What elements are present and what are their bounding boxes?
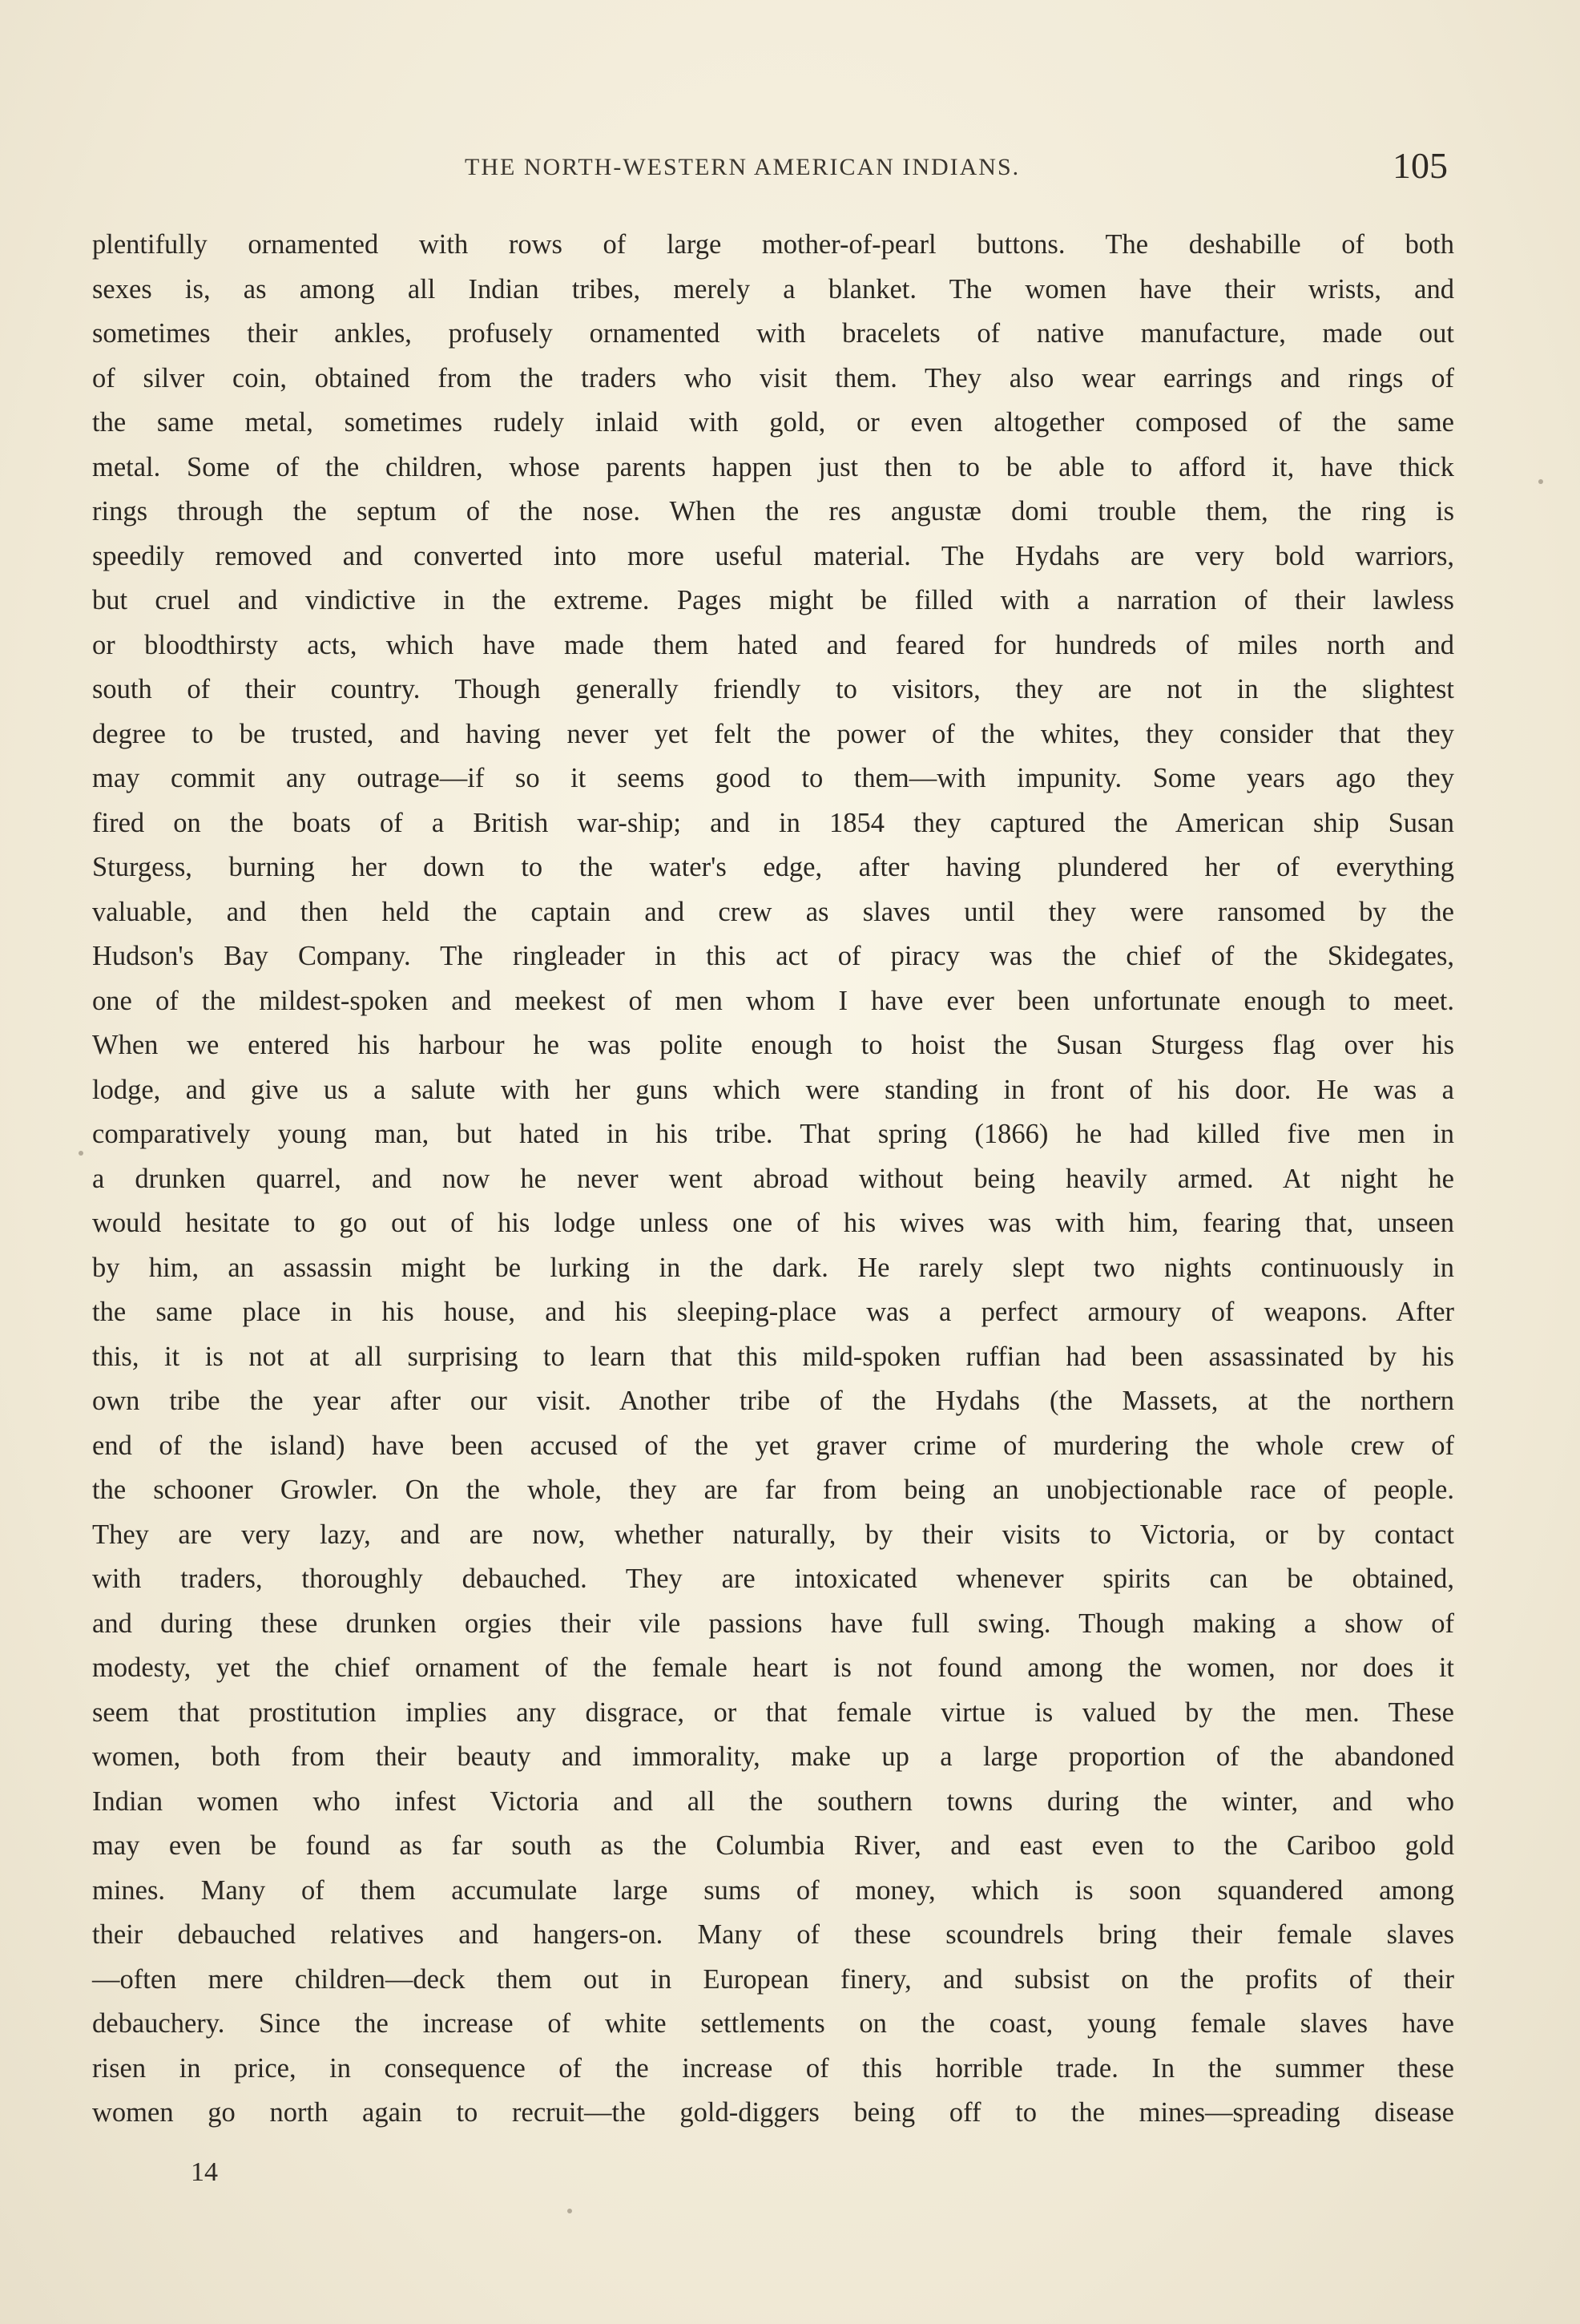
text-line: sometimes their ankles, profusely ornamented with bracelets of native manufacture, made out	[92, 318, 1454, 349]
text-line: with traders, thoroughly debauched. They are intoxicated whenever spirits can be obtained,	[92, 1563, 1454, 1594]
text-line: or bloodthirsty acts, which have made them hated and feared for hundreds of miles north and	[92, 629, 1454, 660]
text-line: the same metal, sometimes rudely inlaid with gold, or even altogether composed of the same	[92, 407, 1454, 438]
text-line: valuable, and then held the captain and crew as slaves until they were ransomed by the	[92, 896, 1454, 927]
text-line: mines. Many of them accumulate large sums of money, which is soon squandered among	[92, 1874, 1454, 1906]
text-line: Indian women who infest Victoria and all the southern towns during the winter, and who	[92, 1785, 1454, 1817]
text-line: When we entered his harbour he was polite enough to hoist the Susan Sturgess flag over his	[92, 1030, 1454, 1060]
text-line: end of the island) have been accused of the yet graver crime of murdering the whole crew of	[92, 1430, 1454, 1461]
paper-speck	[79, 1151, 83, 1156]
body-text	[92, 223, 1454, 2136]
text-line: speedily removed and converted into more useful material. The Hydahs are very bold warriors,	[92, 540, 1454, 571]
paper-speck	[567, 2209, 572, 2213]
text-line: but cruel and vindictive in the extreme. Pages might be filled with a narration of their lawless	[92, 585, 1454, 615]
text-line: would hesitate to go out of his lodge unless one of his wives was with him, fearing that, unseen	[92, 1208, 1454, 1238]
signature-mark: 14	[191, 2157, 218, 2187]
text-line: debauchery. Since the increase of white settlements on the coast, young female slaves have	[92, 2008, 1454, 2039]
text-line: may commit any outrage—if so it seems good to them—with impunity. Some years ago they	[92, 763, 1454, 793]
text-line: Hudson's Bay Company. The ringleader in this act of piracy was the chief of the Skidegates,	[92, 941, 1454, 971]
text-line: a drunken quarrel, and now he never went abroad without being heavily armed. At night he	[92, 1163, 1454, 1194]
text-line: this, it is not at all surprising to learn that this mild-spoken ruffian had been assassinated by his	[92, 1341, 1454, 1372]
text-line: degree to be trusted, and having never yet felt the power of the whites, they consider that they	[92, 718, 1454, 749]
text-line: comparatively young man, but hated in his tribe. That spring (1866) he had killed five men in	[92, 1119, 1454, 1149]
text-line: plentifully ornamented with rows of large mother-of-pearl buttons. The deshabille of both	[92, 229, 1454, 260]
text-line: lodge, and give us a salute with her guns which were standing in front of his door. He was a	[92, 1074, 1454, 1105]
text-line: by him, an assassin might be lurking in the dark. He rarely slept two nights continuously in	[92, 1252, 1454, 1283]
text-line: rings through the septum of the nose. When the res angustæ domi trouble them, the ring is	[92, 496, 1454, 527]
text-line: sexes is, as among all Indian tribes, merely a blanket. The women have their wrists, and	[92, 273, 1454, 305]
text-line: the same place in his house, and his sleeping-place was a perfect armoury of weapons. After	[92, 1297, 1454, 1327]
text-line: seem that prostitution implies any disgrace, or that female virtue is valued by the men. These	[92, 1697, 1454, 1728]
text-line: modesty, yet the chief ornament of the female heart is not found among the women, nor does it	[92, 1652, 1454, 1683]
text-line: own tribe the year after our visit. Another tribe of the Hydahs (the Massets, at the northern	[92, 1386, 1454, 1416]
text-line: —often mere children—deck them out in European finery, and subsist on the profits of their	[92, 1963, 1454, 1995]
text-line: Sturgess, burning her down to the water's edge, after having plundered her of everything	[92, 852, 1454, 882]
text-line: the schooner Growler. On the whole, they are far from being an unobjectionable race of people.	[92, 1475, 1454, 1505]
page-number: 105	[1393, 145, 1448, 186]
text-line: their debauched relatives and hangers-on. Many of these scoundrels bring their female slaves	[92, 1919, 1454, 1950]
running-title: THE NORTH-WESTERN AMERICAN INDIANS.	[465, 154, 1021, 180]
text-line: risen in price, in consequence of the increase of this horrible trade. In the summer these	[92, 2052, 1454, 2084]
text-line: of silver coin, obtained from the traders who visit them. They also wear earrings and rings of	[92, 362, 1454, 393]
text-line: and during these drunken orgies their vile passions have full swing. Though making a show of	[92, 1608, 1454, 1639]
text-line: They are very lazy, and are now, whether naturally, by their visits to Victoria, or by contact	[92, 1519, 1454, 1550]
paper-speck	[1538, 479, 1543, 484]
text-line: metal. Some of the children, whose parents happen just then to be able to afford it, have thick	[92, 451, 1454, 482]
text-line: one of the mildest-spoken and meekest of men whom I have ever been unfortunate enough to meet.	[92, 985, 1454, 1016]
text-line: may even be found as far south as the Columbia River, and east even to the Cariboo gold	[92, 1830, 1454, 1861]
text-line: fired on the boats of a British war-ship; and in 1854 they captured the American ship Susan	[92, 807, 1454, 838]
text-line: women, both from their beauty and immorality, make up a large proportion of the abandoned	[92, 1741, 1454, 1772]
text-line: south of their country. Though generally friendly to visitors, they are not in the slightest	[92, 674, 1454, 704]
text-line: women go north again to recruit—the gold-diggers being off to the mines—spreading disease	[92, 2097, 1454, 2128]
